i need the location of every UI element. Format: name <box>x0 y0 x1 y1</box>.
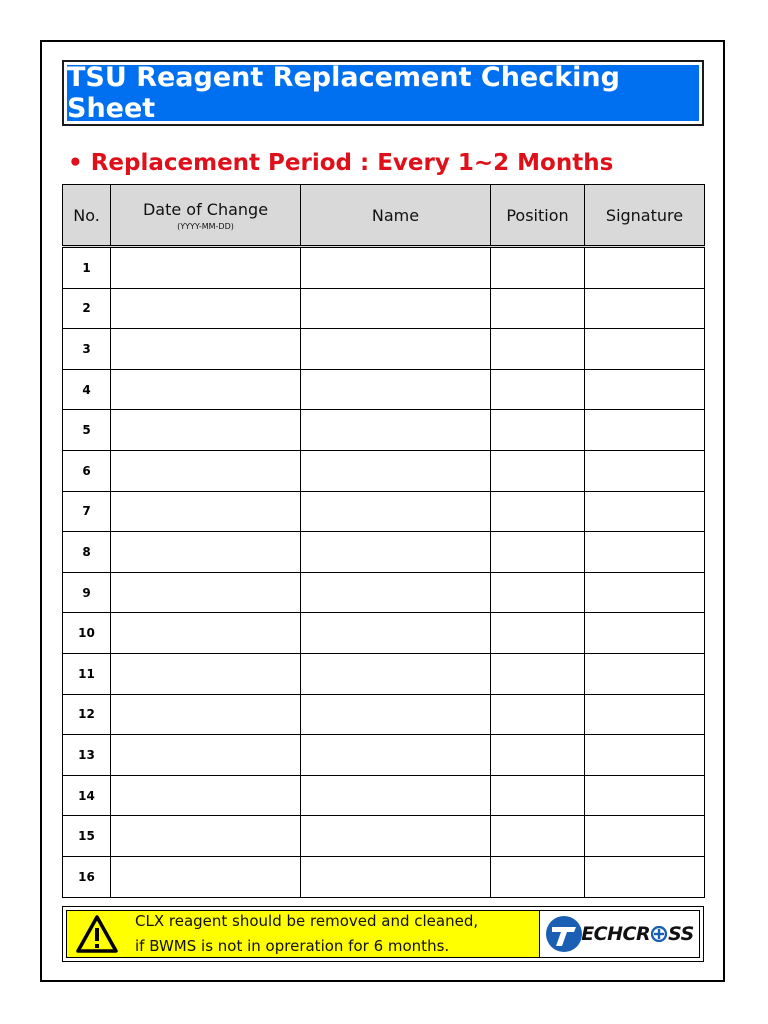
warning-text <box>135 909 478 959</box>
signature-cell[interactable] <box>585 775 705 816</box>
name-cell[interactable] <box>301 816 491 857</box>
table-row <box>63 653 705 694</box>
name-cell[interactable] <box>301 856 491 897</box>
signature-cell[interactable] <box>585 613 705 654</box>
header-name: Name <box>301 185 491 247</box>
period-text: Replacement Period : Every 1~2 Months <box>90 150 614 176</box>
signature-cell[interactable] <box>585 450 705 491</box>
warning-triangle-icon <box>75 914 119 954</box>
position-cell[interactable] <box>491 572 585 613</box>
position-cell[interactable] <box>491 856 585 897</box>
table-row <box>63 775 705 816</box>
logo-text-head: ECHCR <box>581 923 651 945</box>
name-cell[interactable] <box>301 694 491 735</box>
row-number: 14 <box>63 775 111 816</box>
table-row <box>63 247 705 289</box>
position-cell[interactable] <box>491 816 585 857</box>
header-no: No. <box>63 185 111 247</box>
row-number: 5 <box>63 410 111 451</box>
position-cell[interactable] <box>491 735 585 776</box>
position-cell[interactable] <box>491 369 585 410</box>
position-cell[interactable] <box>491 329 585 370</box>
date-cell[interactable] <box>111 532 301 573</box>
name-cell[interactable] <box>301 369 491 410</box>
row-number: 15 <box>63 816 111 857</box>
date-cell[interactable] <box>111 653 301 694</box>
name-cell[interactable] <box>301 775 491 816</box>
table-row <box>63 369 705 410</box>
date-cell[interactable] <box>111 369 301 410</box>
name-cell[interactable] <box>301 247 491 289</box>
row-number: 6 <box>63 450 111 491</box>
position-cell[interactable] <box>491 491 585 532</box>
name-cell[interactable] <box>301 653 491 694</box>
date-cell[interactable] <box>111 491 301 532</box>
row-number: 9 <box>63 572 111 613</box>
table-row <box>63 856 705 897</box>
date-cell[interactable] <box>111 450 301 491</box>
signature-cell[interactable] <box>585 572 705 613</box>
table-header-row <box>63 185 705 247</box>
table-body <box>63 247 705 898</box>
date-cell[interactable] <box>111 613 301 654</box>
table-row <box>63 735 705 776</box>
signature-cell[interactable] <box>585 532 705 573</box>
name-cell[interactable] <box>301 572 491 613</box>
table-row <box>63 450 705 491</box>
signature-cell[interactable] <box>585 410 705 451</box>
name-cell[interactable] <box>301 288 491 329</box>
name-cell[interactable] <box>301 450 491 491</box>
position-cell[interactable] <box>491 247 585 289</box>
name-cell[interactable] <box>301 410 491 451</box>
techcross-t-mark-icon <box>545 915 583 953</box>
replacement-period <box>68 150 613 176</box>
row-number: 16 <box>63 856 111 897</box>
table-row <box>63 532 705 573</box>
period-bullet: • <box>68 150 83 176</box>
table-row <box>63 491 705 532</box>
warning-line-1: CLX reagent should be removed and cleaned, <box>135 912 479 930</box>
date-cell[interactable] <box>111 775 301 816</box>
table-row <box>63 816 705 857</box>
date-cell[interactable] <box>111 816 301 857</box>
position-cell[interactable] <box>491 613 585 654</box>
header-date-format: (YYYY-MM-DD) <box>177 221 234 231</box>
title-box <box>62 60 704 126</box>
name-cell[interactable] <box>301 491 491 532</box>
table-row <box>63 694 705 735</box>
date-cell[interactable] <box>111 410 301 451</box>
row-number: 7 <box>63 491 111 532</box>
signature-cell[interactable] <box>585 247 705 289</box>
signature-cell[interactable] <box>585 653 705 694</box>
table-row <box>63 613 705 654</box>
position-cell[interactable] <box>491 410 585 451</box>
date-cell[interactable] <box>111 572 301 613</box>
row-number: 10 <box>63 613 111 654</box>
footer-box <box>62 906 704 962</box>
date-cell[interactable] <box>111 735 301 776</box>
replacement-log-table <box>62 184 705 898</box>
position-cell[interactable] <box>491 532 585 573</box>
position-cell[interactable] <box>491 288 585 329</box>
signature-cell[interactable] <box>585 369 705 410</box>
position-cell[interactable] <box>491 450 585 491</box>
logo-area <box>539 911 699 957</box>
row-number: 11 <box>63 653 111 694</box>
name-cell[interactable] <box>301 613 491 654</box>
date-cell[interactable] <box>111 329 301 370</box>
signature-cell[interactable] <box>585 735 705 776</box>
signature-cell[interactable] <box>585 491 705 532</box>
position-cell[interactable] <box>491 694 585 735</box>
date-cell[interactable] <box>111 694 301 735</box>
footer-inner <box>66 910 700 958</box>
position-cell[interactable] <box>491 653 585 694</box>
signature-cell[interactable] <box>585 329 705 370</box>
table-row <box>63 329 705 370</box>
date-cell[interactable] <box>111 856 301 897</box>
header-position: Position <box>491 185 585 247</box>
logo-text-tail: SS <box>668 923 694 945</box>
header-signature: Signature <box>585 185 705 247</box>
logo-cross-o-icon <box>651 926 667 942</box>
signature-cell[interactable] <box>585 694 705 735</box>
row-number: 3 <box>63 329 111 370</box>
row-number: 13 <box>63 735 111 776</box>
signature-cell[interactable] <box>585 816 705 857</box>
warning-line-2: if BWMS is not in opreration for 6 months. <box>135 937 450 955</box>
page-title: TSU Reagent Replacement Checking Sheet <box>67 65 699 121</box>
name-cell[interactable] <box>301 735 491 776</box>
header-date-of-change <box>111 185 301 247</box>
row-number: 1 <box>63 247 111 289</box>
header-date-label: Date of Change <box>142 199 269 219</box>
row-number: 2 <box>63 288 111 329</box>
signature-cell[interactable] <box>585 288 705 329</box>
techcross-logo <box>545 915 694 953</box>
table-row <box>63 572 705 613</box>
row-number: 4 <box>63 369 111 410</box>
table-row <box>63 288 705 329</box>
signature-cell[interactable] <box>585 856 705 897</box>
date-cell[interactable] <box>111 247 301 289</box>
logo-text <box>581 923 694 945</box>
table-row <box>63 410 705 451</box>
date-cell[interactable] <box>111 288 301 329</box>
position-cell[interactable] <box>491 775 585 816</box>
name-cell[interactable] <box>301 532 491 573</box>
warning-area <box>67 911 539 957</box>
row-number: 8 <box>63 532 111 573</box>
row-number: 12 <box>63 694 111 735</box>
name-cell[interactable] <box>301 329 491 370</box>
